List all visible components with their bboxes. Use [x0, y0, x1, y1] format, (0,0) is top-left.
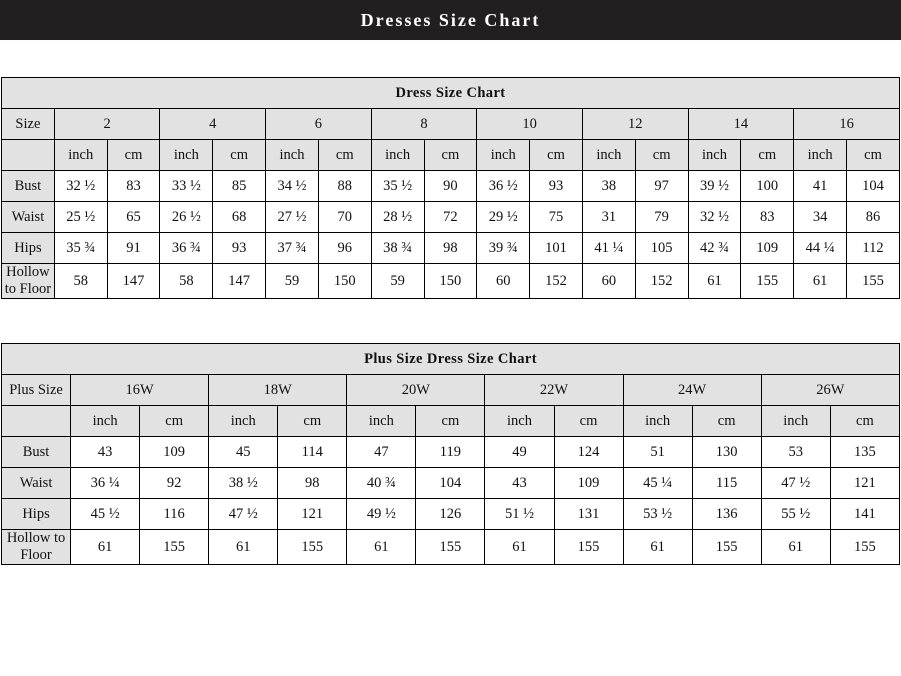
unit-header-cell: inch [347, 406, 416, 437]
measurement-cell: 53 ½ [623, 499, 692, 530]
unit-header-cell: inch [485, 406, 554, 437]
measurement-cell: 61 [623, 530, 692, 565]
unit-header-cell: inch [688, 140, 741, 171]
measurement-cell: 45 ½ [71, 499, 140, 530]
measurement-cell: 41 [794, 171, 847, 202]
measurement-cell: 44 ¼ [794, 233, 847, 264]
row-label: Hollow to Floor [2, 264, 55, 299]
measurement-cell: 68 [213, 202, 266, 233]
unit-header-cell: cm [847, 140, 900, 171]
page-header [0, 0, 901, 40]
measurement-cell: 51 ½ [485, 499, 554, 530]
unit-header-cell: cm [278, 406, 347, 437]
unit-header-cell: inch [371, 140, 424, 171]
measurement-cell: 135 [830, 437, 899, 468]
unit-header-cell: cm [140, 406, 209, 437]
table-row [2, 264, 900, 299]
measurement-cell: 141 [830, 499, 899, 530]
measurement-cell: 155 [140, 530, 209, 565]
measurement-cell: 45 [209, 437, 278, 468]
measurement-cell: 47 [347, 437, 416, 468]
measurement-cell: 98 [278, 468, 347, 499]
measurement-cell: 35 ½ [371, 171, 424, 202]
measurement-cell: 79 [635, 202, 688, 233]
measurement-cell: 97 [635, 171, 688, 202]
row-label: Hollow to Floor [2, 530, 71, 565]
measurement-cell: 61 [71, 530, 140, 565]
measurement-cell: 33 ½ [160, 171, 213, 202]
measurement-cell: 25 ½ [54, 202, 107, 233]
measurement-cell: 152 [635, 264, 688, 299]
measurement-cell: 60 [477, 264, 530, 299]
measurement-cell: 28 ½ [371, 202, 424, 233]
unit-header-cell: cm [107, 140, 160, 171]
size-header-row [2, 109, 900, 140]
measurement-cell: 59 [266, 264, 319, 299]
row-label: Hips [2, 499, 71, 530]
measurement-cell: 61 [761, 530, 830, 565]
dress-size-chart-body [2, 78, 900, 299]
measurement-cell: 155 [416, 530, 485, 565]
size-header-cell: 4 [160, 109, 266, 140]
table-row [2, 233, 900, 264]
unit-header-cell: cm [213, 140, 266, 171]
measurement-cell: 155 [692, 530, 761, 565]
size-header-cell: 20W [347, 375, 485, 406]
unit-row-spacer [2, 140, 55, 171]
measurement-cell: 47 ½ [209, 499, 278, 530]
table-row [2, 468, 900, 499]
measurement-cell: 104 [416, 468, 485, 499]
size-header-row [2, 375, 900, 406]
measurement-cell: 55 ½ [761, 499, 830, 530]
unit-header-cell: cm [318, 140, 371, 171]
table-row [2, 499, 900, 530]
plus-size-dress-chart-section [1, 343, 900, 565]
measurement-cell: 58 [54, 264, 107, 299]
measurement-cell: 43 [71, 437, 140, 468]
measurement-cell: 109 [554, 468, 623, 499]
measurement-cell: 98 [424, 233, 477, 264]
size-header-cell: 12 [582, 109, 688, 140]
measurement-cell: 126 [416, 499, 485, 530]
measurement-cell: 150 [424, 264, 477, 299]
measurement-cell: 40 ¾ [347, 468, 416, 499]
measurement-cell: 93 [530, 171, 583, 202]
measurement-cell: 34 [794, 202, 847, 233]
measurement-cell: 31 [582, 202, 635, 233]
row-label: Hips [2, 233, 55, 264]
measurement-cell: 51 [623, 437, 692, 468]
measurement-cell: 26 ½ [160, 202, 213, 233]
measurement-cell: 101 [530, 233, 583, 264]
measurement-cell: 121 [830, 468, 899, 499]
measurement-cell: 34 ½ [266, 171, 319, 202]
measurement-cell: 60 [582, 264, 635, 299]
measurement-cell: 85 [213, 171, 266, 202]
size-label-header: Size [2, 109, 55, 140]
measurement-cell: 119 [416, 437, 485, 468]
table-row [2, 171, 900, 202]
row-label: Bust [2, 171, 55, 202]
measurement-cell: 61 [485, 530, 554, 565]
size-header-cell: 22W [485, 375, 623, 406]
measurement-cell: 83 [741, 202, 794, 233]
unit-header-cell: inch [54, 140, 107, 171]
measurement-cell: 53 [761, 437, 830, 468]
unit-header-cell: inch [623, 406, 692, 437]
unit-header-cell: cm [530, 140, 583, 171]
measurement-cell: 75 [530, 202, 583, 233]
chart-title-row [2, 78, 900, 109]
measurement-cell: 37 ¾ [266, 233, 319, 264]
measurement-cell: 32 ½ [54, 171, 107, 202]
measurement-cell: 38 ½ [209, 468, 278, 499]
measurement-cell: 155 [278, 530, 347, 565]
row-label: Bust [2, 437, 71, 468]
measurement-cell: 42 ¾ [688, 233, 741, 264]
plus-size-dress-chart-body [2, 344, 900, 565]
measurement-cell: 61 [688, 264, 741, 299]
chart-title: Plus Size Dress Size Chart [2, 344, 900, 375]
measurement-cell: 147 [107, 264, 160, 299]
row-label: Waist [2, 202, 55, 233]
measurement-cell: 88 [318, 171, 371, 202]
unit-header-cell: inch [477, 140, 530, 171]
measurement-cell: 38 ¾ [371, 233, 424, 264]
measurement-cell: 27 ½ [266, 202, 319, 233]
size-header-cell: 18W [209, 375, 347, 406]
unit-header-cell: inch [209, 406, 278, 437]
measurement-cell: 109 [140, 437, 209, 468]
unit-header-cell: cm [635, 140, 688, 171]
unit-header-cell: inch [794, 140, 847, 171]
measurement-cell: 49 [485, 437, 554, 468]
unit-header-row [2, 406, 900, 437]
measurement-cell: 39 ¾ [477, 233, 530, 264]
measurement-cell: 59 [371, 264, 424, 299]
measurement-cell: 86 [847, 202, 900, 233]
measurement-cell: 61 [794, 264, 847, 299]
measurement-cell: 100 [741, 171, 794, 202]
measurement-cell: 61 [209, 530, 278, 565]
size-label-header: Plus Size [2, 375, 71, 406]
unit-header-cell: cm [554, 406, 623, 437]
measurement-cell: 155 [847, 264, 900, 299]
measurement-cell: 152 [530, 264, 583, 299]
measurement-cell: 38 [582, 171, 635, 202]
unit-header-cell: inch [761, 406, 830, 437]
measurement-cell: 36 ¼ [71, 468, 140, 499]
measurement-cell: 96 [318, 233, 371, 264]
table-row [2, 202, 900, 233]
measurement-cell: 41 ¼ [582, 233, 635, 264]
measurement-cell: 90 [424, 171, 477, 202]
measurement-cell: 131 [554, 499, 623, 530]
row-label: Waist [2, 468, 71, 499]
measurement-cell: 58 [160, 264, 213, 299]
size-header-cell: 14 [688, 109, 794, 140]
chart-title: Dress Size Chart [2, 78, 900, 109]
dress-size-chart-section [1, 77, 900, 299]
size-header-cell: 16 [794, 109, 900, 140]
measurement-cell: 136 [692, 499, 761, 530]
size-header-cell: 8 [371, 109, 477, 140]
dress-size-chart-table [1, 77, 900, 299]
unit-header-cell: cm [741, 140, 794, 171]
unit-header-cell: cm [830, 406, 899, 437]
measurement-cell: 29 ½ [477, 202, 530, 233]
size-header-cell: 10 [477, 109, 583, 140]
unit-header-cell: cm [424, 140, 477, 171]
size-header-cell: 26W [761, 375, 899, 406]
measurement-cell: 72 [424, 202, 477, 233]
measurement-cell: 124 [554, 437, 623, 468]
measurement-cell: 104 [847, 171, 900, 202]
unit-header-cell: inch [582, 140, 635, 171]
unit-row-spacer [2, 406, 71, 437]
size-header-cell: 16W [71, 375, 209, 406]
measurement-cell: 121 [278, 499, 347, 530]
measurement-cell: 93 [213, 233, 266, 264]
size-header-cell: 24W [623, 375, 761, 406]
measurement-cell: 43 [485, 468, 554, 499]
measurement-cell: 109 [741, 233, 794, 264]
measurement-cell: 39 ½ [688, 171, 741, 202]
measurement-cell: 105 [635, 233, 688, 264]
measurement-cell: 49 ½ [347, 499, 416, 530]
table-row [2, 437, 900, 468]
table-row [2, 530, 900, 565]
measurement-cell: 92 [140, 468, 209, 499]
measurement-cell: 147 [213, 264, 266, 299]
unit-header-cell: inch [71, 406, 140, 437]
measurement-cell: 45 ¼ [623, 468, 692, 499]
measurement-cell: 70 [318, 202, 371, 233]
measurement-cell: 36 ¾ [160, 233, 213, 264]
chart-title-row [2, 344, 900, 375]
measurement-cell: 91 [107, 233, 160, 264]
measurement-cell: 130 [692, 437, 761, 468]
measurement-cell: 35 ¾ [54, 233, 107, 264]
measurement-cell: 61 [347, 530, 416, 565]
measurement-cell: 115 [692, 468, 761, 499]
measurement-cell: 150 [318, 264, 371, 299]
page-title: Dresses Size Chart [360, 9, 541, 30]
unit-header-cell: cm [692, 406, 761, 437]
measurement-cell: 116 [140, 499, 209, 530]
size-header-cell: 6 [266, 109, 372, 140]
unit-header-cell: cm [416, 406, 485, 437]
measurement-cell: 155 [741, 264, 794, 299]
measurement-cell: 155 [554, 530, 623, 565]
plus-size-dress-chart-table [1, 343, 900, 565]
measurement-cell: 32 ½ [688, 202, 741, 233]
unit-header-cell: inch [266, 140, 319, 171]
measurement-cell: 112 [847, 233, 900, 264]
measurement-cell: 114 [278, 437, 347, 468]
measurement-cell: 65 [107, 202, 160, 233]
unit-header-cell: inch [160, 140, 213, 171]
measurement-cell: 155 [830, 530, 899, 565]
unit-header-row [2, 140, 900, 171]
size-header-cell: 2 [54, 109, 160, 140]
measurement-cell: 47 ½ [761, 468, 830, 499]
measurement-cell: 36 ½ [477, 171, 530, 202]
measurement-cell: 83 [107, 171, 160, 202]
